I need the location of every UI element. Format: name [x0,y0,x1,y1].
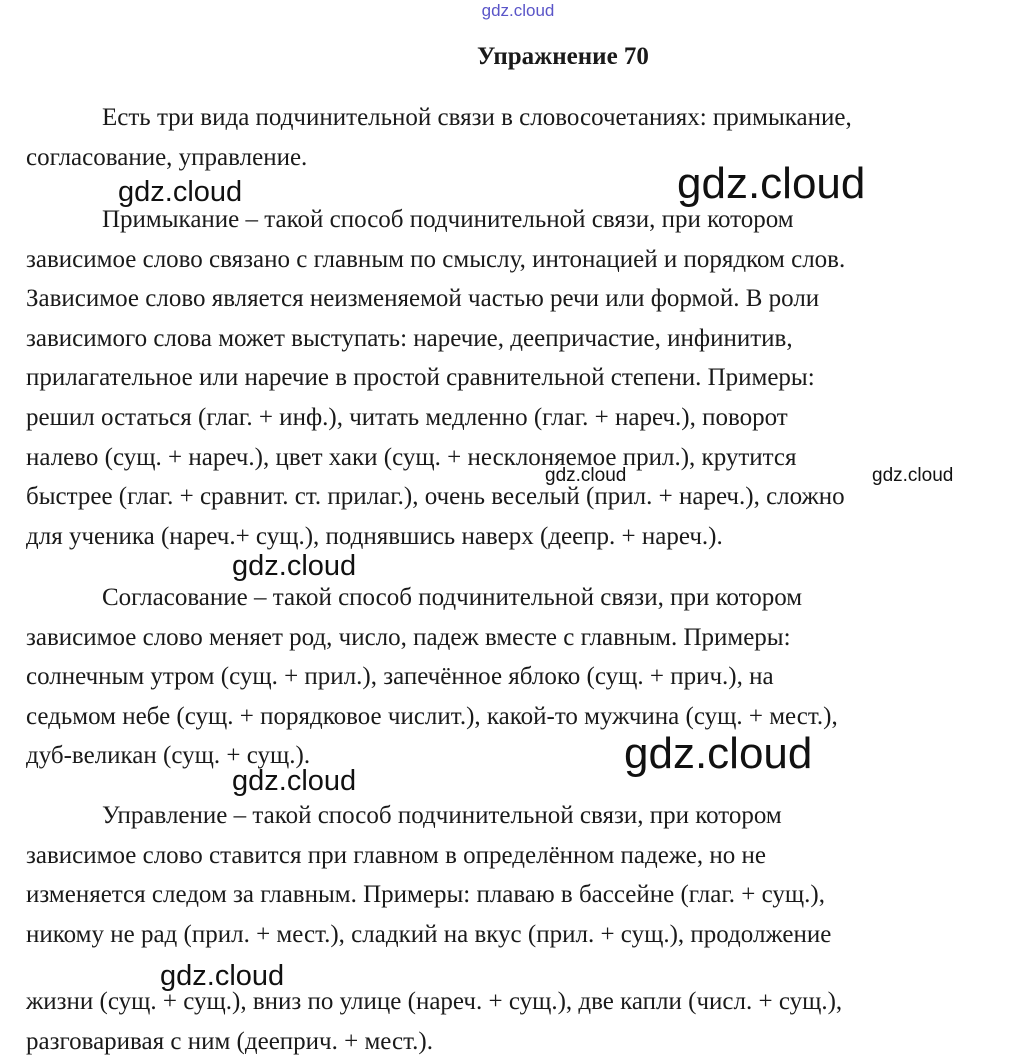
text-line: изменяется следом за главным. Примеры: плаваю в бассейне (глаг. + сущ.), [26,881,825,909]
text-line: Зависимое слово является неизменяемой частью речи или формой. В роли [26,285,820,313]
paragraph-upravlenie [26,796,1016,954]
text-line: Согласование – такой способ подчинительной связи, при котором [102,584,803,611]
text-line: жизни (сущ. + сущ.), вниз по улице (нареч. + сущ.), две капли (числ. + сущ.), [26,988,843,1015]
text-line: зависимое слово ставится при главном в определённом падеже, но не [26,841,766,869]
text-line: зависимое слово меняет род, число, падеж вместе с главным. Примеры: [26,623,791,651]
text-line: Управление – такой способ подчинительной связи, при котором [102,802,782,829]
watermark: gdz.cloud [118,176,243,208]
text-line: разговаривая с ним (дееприч. + мест.). [26,1027,433,1055]
site-watermark-top: gdz.cloud [481,1,555,20]
text-line: для ученика (нареч.+ сущ.), поднявшись наверх (деепр. + нареч.). [26,522,723,550]
text-line: согласование, управление. [26,143,308,171]
watermark: gdz.cloud [872,465,954,486]
paragraph-primykanie [26,200,1016,556]
text-line: прилагательное или наречие в простой сравнительной степени. Примеры: [26,364,815,392]
watermark: gdz.cloud [545,465,627,486]
watermark: gdz.cloud [232,550,357,582]
text-line: Примыкание – такой способ подчинительной связи, при котором [102,206,794,233]
text-line: седьмом небе (сущ. + порядковое числит.), какой-то мужчина (сущ. + мест.), [26,702,838,730]
text-line: никому не рад (прил. + мест.), сладкий на вкус (прил. + сущ.), продолжение [26,920,832,948]
text-line: зависимое слово связано с главным по смыслу, интонацией и порядком слов. [26,245,846,273]
watermark: gdz.cloud [677,159,866,208]
paragraph-soglasovanie [26,578,1016,776]
paragraph-intro [26,98,1016,177]
text-line: зависимого слова может выступать: наречие, деепричастие, инфинитив, [26,324,793,352]
text-line: дуб-великан (сущ. + сущ.). [26,742,311,770]
watermark: gdz.cloud [624,729,813,778]
text-line: Есть три вида подчинительной связи в словосочетаниях: примыкание, [102,104,852,131]
text-line: решил остаться (глаг. + инф.), читать медленно (глаг. + нареч.), поворот [26,403,788,431]
text-line: налево (сущ. + нареч.), цвет хаки (сущ. + несклоняемое прил.), крутится [26,443,797,471]
paragraph-upravlenie-continued [26,982,1016,1061]
exercise-title: Упражнение 70 [477,43,649,70]
watermark: gdz.cloud [232,765,357,797]
text-line: солнечным утром (сущ. + прил.), запечённое яблоко (сущ. + прич.), на [26,663,774,691]
watermark: gdz.cloud [160,960,285,992]
text-line: быстрее (глаг. + сравнит. ст. прилаг.), очень веселый (прил. + нареч.), сложно [26,483,845,511]
